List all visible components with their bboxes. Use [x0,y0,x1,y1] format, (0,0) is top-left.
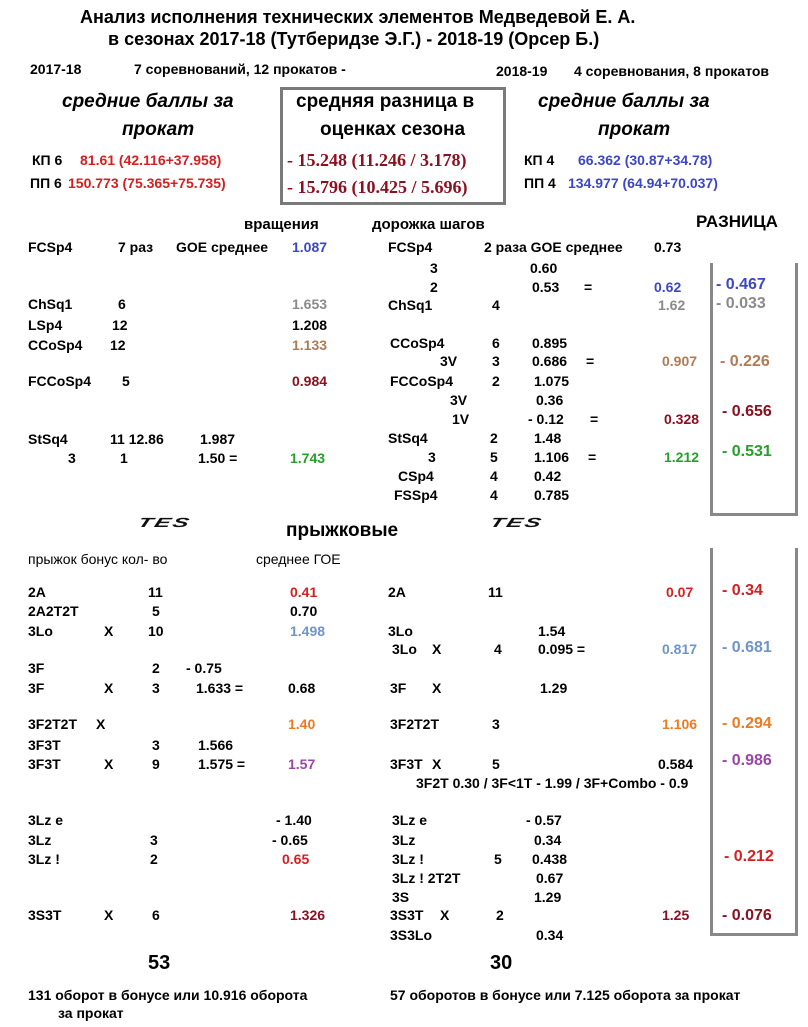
left-jump-cell-26: 9 [152,756,160,772]
right-spin-cell-42: 0.785 [534,487,570,503]
left-season: 2017-18 [30,61,82,77]
right-spin-cell-2: 0.73 [654,239,682,255]
right-kp-label: КП 4 [524,152,555,168]
left-jump-cell-32: 3 [150,832,158,848]
left-jump-cell-22: 3 [152,737,160,753]
right-jump-cell-7: 4 [494,641,502,657]
jump-diff-value-0: - 0.34 [722,582,763,599]
right-jump-cell-38: 30 [490,952,513,974]
left-avg-title-1: средние баллы за [62,91,234,112]
jump-diff-value-1: - 0.681 [722,639,772,656]
right-spin-cell-20: FCCoSp4 [390,373,453,389]
right-pp-value: 134.977 (64.94+70.037) [568,175,718,191]
right-spin-cell-4: 0.60 [530,260,558,276]
jumps-subheader: прыжок бонус кол- во [28,551,168,567]
right-spin-cell-6: 0.53 [532,279,560,295]
left-jump-cell-7: X [104,623,114,639]
right-spin-cell-35: = [588,449,597,465]
left-jump-cell-17: 0.68 [288,680,316,696]
left-jump-cell-35: 2 [150,851,158,867]
right-jump-cell-29: 0.67 [536,870,564,886]
right-jump-cell-30: 3S [392,889,410,905]
right-spin-cell-40: FSSp4 [394,487,438,503]
right-season: 2018-19 [496,63,548,79]
right-jump-cell-35: 1.25 [662,907,690,923]
right-jump-cell-6: X [432,641,442,657]
right-jump-cell-9: 0.817 [662,641,698,657]
right-jump-cell-28: 3Lz ! 2T2T [392,870,461,886]
right-jump-cell-19: 0.584 [658,756,694,772]
right-spin-cell-15: 3V [440,353,458,369]
right-jump-cell-31: 1.29 [534,889,562,905]
left-spin-cell-8: 12 [112,317,128,333]
jump-diff-value-2: - 0.294 [722,715,772,732]
right-avg-title-1: средние баллы за [538,91,710,112]
right-jump-cell-5: 3Lo [392,641,417,657]
right-jump-cell-22: - 0.57 [526,812,562,828]
spin-diff-value-4: - 0.531 [722,443,772,460]
spin-diff-value-0: - 0.467 [716,276,766,293]
right-jump-cell-14: 3 [492,716,500,732]
left-spin-cell-1: 7 раз [118,239,154,255]
left-jump-cell-16: 1.633 = [196,680,244,696]
footer-left-line-1: 131 оборот в бонусе или 10.916 оборота [28,987,308,1003]
left-pp-label: ПП 6 [30,175,62,191]
right-spin-cell-18: = [586,353,595,369]
right-spin-cell-23: 3V [450,392,468,408]
left-spin-cell-9: 1.208 [292,317,328,333]
left-spin-cell-17: 11 12.86 [110,431,164,447]
left-spin-cell-3: 1.087 [292,239,328,255]
right-jump-cell-26: 5 [494,851,502,867]
right-spin-cell-32: 3 [428,449,436,465]
right-avg-title-2: прокат [598,119,671,140]
right-jump-cell-17: X [432,756,442,772]
jump-diff-value-5: - 0.076 [722,907,772,924]
left-jump-cell-29: 3Lz e [28,812,64,828]
avg-diff-title-2: оценках сезона [320,119,466,140]
left-jump-cell-33: - 0.65 [272,832,308,848]
title-line-1: Анализ исполнения технических элементов Медведевой Е. А. [80,7,636,27]
jump-diff-bracket-line [710,548,713,936]
right-jump-cell-0: 2A [388,584,406,600]
spin-diff-bracket-line [710,263,713,515]
right-spin-cell-10: 4 [492,297,500,313]
left-jump-cell-40: 1.326 [290,907,326,923]
right-spin-cell-1: 2 раза GOE среднее [484,239,623,255]
right-jump-cell-10: 3F [390,680,407,696]
diff-pp: - 15.796 (10.425 / 5.696) [287,177,468,197]
left-spin-cell-22: 1.743 [290,450,326,466]
left-jump-cell-39: 6 [152,907,160,923]
left-jump-cell-4: 5 [152,603,160,619]
jumps-header: прыжковые [286,520,399,541]
left-jump-cell-21: 3F3T [28,737,61,753]
left-jump-cell-0: 2A [28,584,46,600]
left-jump-cell-9: 1.498 [290,623,326,639]
right-spin-cell-33: 5 [490,449,498,465]
right-spin-cell-36: 1.212 [664,449,700,465]
left-jump-cell-23: 1.566 [198,737,234,753]
left-spin-cell-4: ChSq1 [28,296,73,312]
right-jump-cell-3: 3Lo [388,623,413,639]
right-spin-cell-11: 1.62 [658,297,686,313]
spin-diff-bracket-right [795,263,798,516]
right-spin-cell-3: 3 [430,260,438,276]
left-competitions: 7 соревнований, 12 прокатов - [134,61,346,77]
spin-diff-value-1: - 0.033 [716,295,766,312]
right-spin-cell-16: 3 [492,353,500,369]
tes-left-label: TES [135,515,194,531]
right-kp-value: 66.362 (30.87+34.78) [578,152,713,168]
left-kp-value: 81.61 (42.116+37.958) [80,152,222,168]
left-jump-cell-6: 3Lo [28,623,53,639]
spins-header: вращения [244,216,319,233]
left-jump-cell-36: 0.65 [282,851,310,867]
right-jump-cell-24: 0.34 [534,832,562,848]
left-spin-cell-6: 1.653 [292,296,328,312]
left-spin-cell-2: GOE среднее [176,239,269,255]
right-spin-cell-8: 0.62 [654,279,682,295]
left-spin-cell-5: 6 [118,296,126,312]
right-spin-cell-37: CSp4 [398,468,434,484]
right-jump-cell-16: 3F3T [390,756,423,772]
right-spin-cell-17: 0.686 [532,353,568,369]
left-jump-cell-30: - 1.40 [276,812,312,828]
jump-diff-bracket-bottom [710,933,798,936]
right-spin-cell-39: 0.42 [534,468,562,484]
left-spin-cell-14: 5 [122,373,130,389]
left-spin-cell-20: 1 [120,450,128,466]
right-jump-cell-25: 3Lz ! [392,851,424,867]
right-spin-cell-0: FCSp4 [388,239,433,255]
right-spin-cell-22: 1.075 [534,373,570,389]
left-jump-cell-20: 1.40 [288,716,316,732]
left-spin-cell-15: 0.984 [292,373,328,389]
right-jump-cell-36: 3S3Lo [390,927,433,943]
right-spin-cell-13: 6 [492,335,500,351]
right-jump-cell-32: 3S3T [390,907,424,923]
footer-right: 57 оборотов в бонусе или 7.125 оборота за прокат [390,987,741,1003]
left-jump-cell-28: 1.57 [288,756,316,772]
right-jump-cell-8: 0.095 = [538,641,586,657]
left-spin-cell-21: 1.50 = [198,450,238,466]
right-spin-cell-9: ChSq1 [388,297,433,313]
left-jump-cell-25: X [104,756,114,772]
right-jump-cell-27: 0.438 [532,851,568,867]
right-spin-cell-5: 2 [430,279,438,295]
left-jump-cell-10: 3F [28,660,45,676]
left-spin-cell-16: StSq4 [28,431,68,447]
left-jump-cell-37: 3S3T [28,907,62,923]
right-jump-cell-37: 0.34 [536,927,564,943]
left-spin-cell-18: 1.987 [200,431,236,447]
spin-diff-bracket-bottom [710,513,798,516]
title-line-2: в сезонах 2017-18 (Тутберидзе Э.Г.) - 2018-19 (Орсер Б.) [108,29,600,49]
left-avg-title-2: прокат [122,119,195,140]
spin-diff-value-2: - 0.226 [720,353,770,370]
right-spin-cell-38: 4 [490,468,498,484]
left-jump-cell-8: 10 [148,623,164,639]
right-jump-cell-2: 0.07 [666,584,694,600]
right-spin-cell-25: 1V [452,411,470,427]
left-jump-cell-41: 53 [148,952,171,974]
left-jump-cell-1: 11 [148,584,163,600]
left-jump-cell-13: 3F [28,680,45,696]
left-jump-cell-5: 0.70 [290,603,318,619]
right-spin-cell-12: CCoSp4 [390,335,445,351]
left-kp-label: КП 6 [32,152,63,168]
left-jump-cell-31: 3Lz [28,832,52,848]
right-jump-cell-11: X [432,680,442,696]
left-jump-cell-3: 2A2T2T [28,603,79,619]
right-jump-cell-23: 3Lz [392,832,416,848]
left-jump-cell-2: 0.41 [290,584,318,600]
right-jump-cell-33: X [440,907,450,923]
left-jump-cell-38: X [104,907,114,923]
right-spin-cell-26: - 0.12 [528,411,564,427]
right-competitions: 4 соревнования, 8 прокатов [574,63,770,79]
spin-diff-value-3: - 0.656 [722,403,772,420]
footer-left-line-2: за прокат [58,1005,124,1021]
left-spin-cell-19: 3 [68,450,76,466]
difference-header: РАЗНИЦА [696,212,778,231]
right-jump-cell-1: 11 [488,584,503,600]
left-spin-cell-12: 1.133 [292,337,328,353]
left-jump-cell-14: X [104,680,114,696]
right-jump-cell-12: 1.29 [540,680,568,696]
left-jump-cell-11: 2 [152,660,160,676]
right-jump-cell-20: 3F2T 0.30 / 3F<1T - 1.99 / 3F+Combo - 0.9 [416,775,689,791]
left-spin-cell-10: CCoSp4 [28,337,83,353]
right-jump-cell-13: 3F2T2T [390,716,440,732]
diff-kp: - 15.248 (11.246 / 3.178) [287,150,467,170]
left-jump-cell-27: 1.575 = [198,756,246,772]
jumps-subheader-goe: среднее ГОЕ [256,551,341,567]
left-spin-cell-0: FCSp4 [28,239,73,255]
left-jump-cell-12: - 0.75 [186,660,222,676]
left-pp-value: 150.773 (75.365+75.735) [68,175,226,191]
left-spin-cell-13: FCCoSp4 [28,373,91,389]
jump-diff-bracket-right [795,548,798,936]
left-spin-cell-11: 12 [110,337,126,353]
right-spin-cell-34: 1.106 [534,449,570,465]
jump-diff-value-3: - 0.986 [722,752,772,769]
right-spin-cell-19: 0.907 [662,353,698,369]
right-spin-cell-14: 0.895 [532,335,568,351]
right-spin-cell-27: = [590,411,599,427]
right-spin-cell-31: 1.48 [534,430,562,446]
tes-right-label: TES [487,515,546,531]
left-jump-cell-18: 3F2T2T [28,716,78,732]
left-jump-cell-15: 3 [152,680,160,696]
left-spin-cell-7: LSp4 [28,317,63,333]
right-jump-cell-21: 3Lz e [392,812,428,828]
left-jump-cell-34: 3Lz ! [28,851,60,867]
left-jump-cell-24: 3F3T [28,756,61,772]
right-jump-cell-4: 1.54 [538,623,566,639]
right-spin-cell-24: 0.36 [536,392,564,408]
right-spin-cell-7: = [584,279,593,295]
jump-diff-value-4: - 0.212 [724,848,774,865]
right-spin-cell-28: 0.328 [664,411,700,427]
right-spin-cell-30: 2 [490,430,498,446]
right-jump-cell-18: 5 [492,756,500,772]
right-pp-label: ПП 4 [524,175,556,191]
steps-header: дорожка шагов [372,216,485,233]
right-spin-cell-29: StSq4 [388,430,428,446]
right-jump-cell-15: 1.106 [662,716,698,732]
left-jump-cell-19: X [96,716,106,732]
right-spin-cell-41: 4 [490,487,498,503]
right-spin-cell-21: 2 [492,373,500,389]
avg-diff-title-1: средняя разница в [296,91,475,112]
right-jump-cell-34: 2 [496,907,504,923]
